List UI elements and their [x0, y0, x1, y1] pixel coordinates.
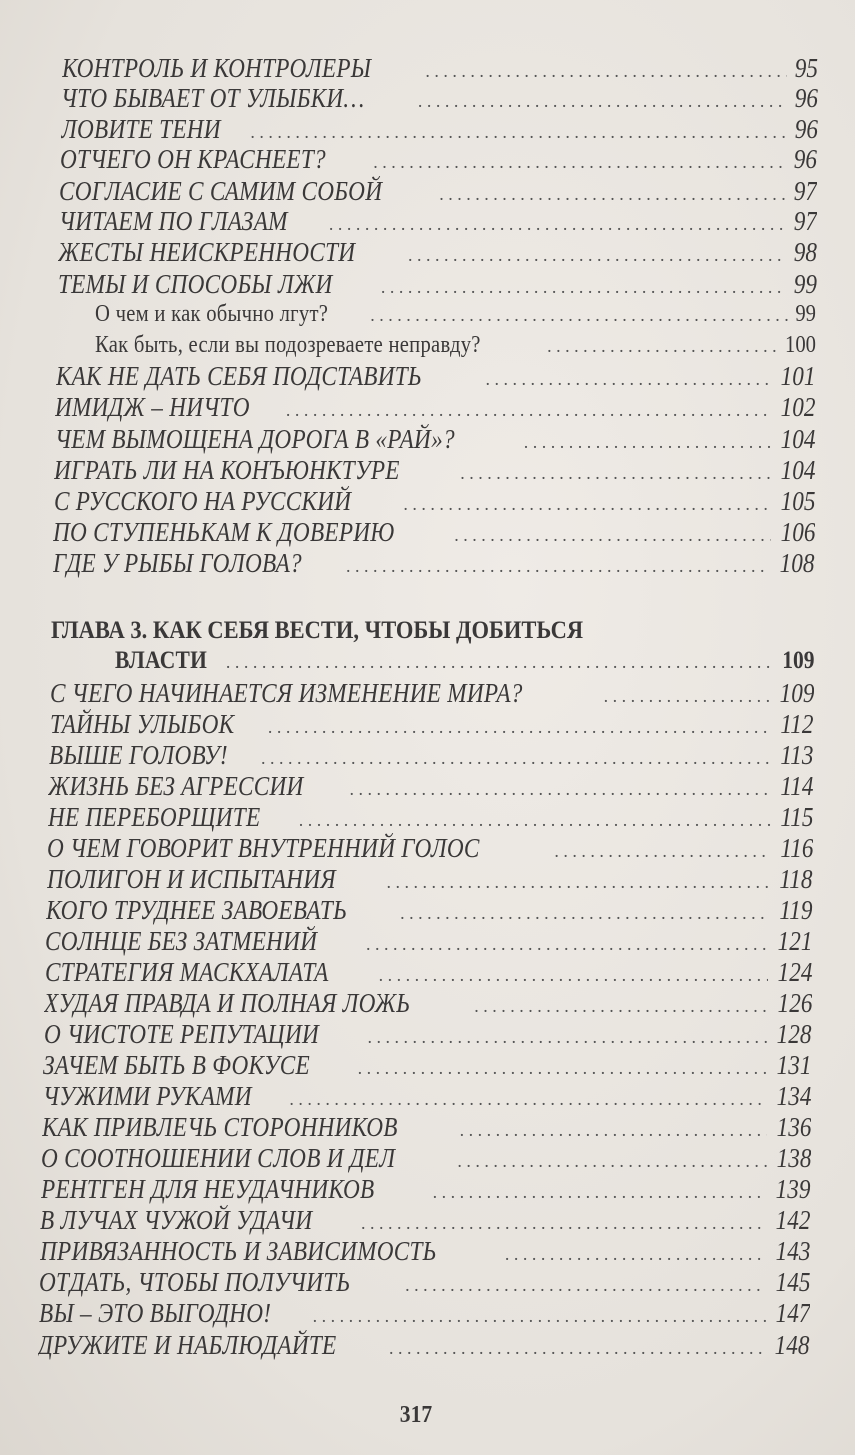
toc-entry-page: 131 — [776, 1050, 812, 1080]
toc-entry-title: ЛОВИТЕ ТЕНИ — [60, 114, 221, 144]
toc-entry — [44, 988, 812, 1021]
toc-entry-page: 109 — [781, 647, 815, 674]
toc-entry-page: 128 — [777, 1019, 812, 1049]
toc-entry-title: ЧЕМ ВЫМОЩЕНА ДОРОГА В «РАЙ»? — [54, 424, 455, 454]
page-number: 317 — [399, 1402, 433, 1428]
dot-leader — [460, 1115, 767, 1145]
toc-entry-title: ВЫ – ЭТО ВЫГОДНО! — [38, 1298, 271, 1328]
dot-leader — [485, 364, 771, 394]
toc-entry-page: 138 — [776, 1143, 812, 1173]
toc-entry-title: ИМИДЖ – НИЧТО — [55, 392, 251, 422]
dot-leader — [366, 929, 768, 959]
toc-entry — [39, 1267, 810, 1300]
toc-entry-page: 121 — [777, 926, 813, 956]
toc-entry-title: ПРИВЯЗАННОСТЬ И ЗАВИСИМОСТЬ — [39, 1236, 437, 1266]
toc-entry — [55, 392, 815, 425]
toc-entry-page: 126 — [777, 988, 813, 1018]
toc-entry-title: ВЛАСТИ — [114, 647, 207, 674]
toc-entry — [40, 1205, 810, 1238]
dot-leader — [505, 1239, 766, 1269]
dot-leader — [289, 1084, 767, 1114]
toc-entry — [47, 864, 813, 897]
toc-entry-page: 145 — [775, 1267, 811, 1297]
dot-leader — [389, 1333, 765, 1363]
toc-entry-page: 96 — [794, 144, 818, 174]
toc-entry-page: 143 — [775, 1236, 811, 1266]
toc-entry — [62, 53, 818, 86]
toc-entry-page: 116 — [779, 833, 814, 863]
dot-leader — [250, 117, 786, 147]
toc-entry — [59, 176, 817, 209]
toc-entry — [61, 83, 818, 116]
dot-leader — [268, 712, 772, 742]
toc-subentry — [95, 299, 816, 330]
toc-entry — [41, 1143, 811, 1176]
toc-subentry — [95, 330, 817, 361]
toc-entry-title: ЖЕСТЫ НЕИСКРЕННОСТИ — [58, 237, 356, 267]
toc-entry — [61, 114, 818, 147]
toc-entry-title: СОГЛАСИЕ С САМИМ СОБОЙ — [59, 176, 383, 206]
toc-entry — [45, 957, 812, 990]
toc-entry — [46, 895, 813, 928]
toc-entry-page: 97 — [793, 206, 817, 236]
dot-leader — [554, 836, 770, 866]
toc-entry — [49, 740, 814, 773]
toc-entry-title: ХУДАЯ ПРАВДА И ПОЛНАЯ ЛОЖЬ — [44, 988, 411, 1018]
toc-entry — [53, 517, 815, 550]
dot-leader — [524, 427, 771, 457]
toc-entry-title: КАК ПРИВЛЕЧЬ СТОРОННИКОВ — [42, 1112, 398, 1142]
toc-entry-page: 142 — [775, 1205, 811, 1235]
dot-leader — [400, 898, 770, 928]
toc-entry-page: 98 — [793, 237, 817, 267]
toc-entry-page: 134 — [776, 1081, 812, 1111]
toc-entry — [38, 1330, 810, 1363]
toc-entry-title: ЧУЖИМИ РУКАМИ — [42, 1081, 252, 1111]
dot-leader — [387, 867, 771, 897]
dot-leader — [381, 272, 786, 302]
dot-leader — [361, 1208, 766, 1238]
toc-entry-page: 119 — [779, 895, 813, 925]
dot-leader — [547, 331, 776, 361]
toc-entry — [54, 455, 815, 488]
toc-entry-title: ПОЛИГОН И ИСПЫТАНИЯ — [46, 864, 336, 894]
toc-entry-title: СТРАТЕГИЯ МАСКХАЛАТА — [44, 957, 329, 987]
toc-entry — [58, 237, 816, 270]
toc-entry-page: 104 — [780, 455, 816, 485]
dot-leader — [425, 56, 787, 86]
toc-entry-page: 147 — [775, 1298, 811, 1328]
toc-entry-page: 148 — [775, 1330, 810, 1360]
dot-leader — [454, 520, 770, 550]
dot-leader — [418, 86, 787, 116]
toc-entry — [44, 1019, 812, 1052]
dot-leader — [460, 458, 771, 488]
dot-leader — [368, 1022, 768, 1052]
toc-entry-title: ПО СТУПЕНЬКАМ К ДОВЕРИЮ — [53, 517, 395, 547]
toc-entry-title: ДРУЖИТЕ И НАБЛЮДАЙТЕ — [37, 1330, 337, 1360]
dot-leader — [329, 209, 786, 239]
toc-entry — [47, 833, 813, 866]
toc-entry-title: СОЛНЦЕ БЕЗ ЗАТМЕНИЙ — [45, 926, 318, 956]
toc-entry-title: ГДЕ У РЫБЫ ГОЛОВА? — [52, 548, 302, 578]
toc-entry-title: О ЧИСТОТЕ РЕПУТАЦИИ — [43, 1019, 319, 1049]
toc-entry-page: 108 — [779, 548, 815, 578]
dot-leader — [457, 1146, 766, 1176]
toc-entry-title: ВЫШЕ ГОЛОВУ! — [48, 740, 228, 770]
toc-entry-page: 99 — [795, 301, 817, 327]
toc-entry-title: ЖИЗНЬ БЕЗ АГРЕССИИ — [48, 771, 304, 801]
toc-entry — [50, 709, 814, 742]
dot-leader — [313, 1301, 766, 1331]
dot-leader — [474, 991, 767, 1021]
dot-leader — [286, 395, 771, 425]
toc-entry-title: В ЛУЧАХ ЧУЖОЙ УДАЧИ — [40, 1205, 313, 1235]
toc-entry-page: 96 — [794, 114, 818, 144]
dot-leader — [358, 1053, 768, 1083]
dot-leader — [408, 240, 786, 270]
dot-leader — [226, 647, 773, 677]
toc-entry-title: РЕНТГЕН ДЛЯ НЕУДАЧНИКОВ — [40, 1174, 375, 1204]
toc-entry-page: 97 — [793, 176, 818, 206]
dot-leader — [405, 1270, 766, 1300]
toc-entry-title: ИГРАТЬ ЛИ НА КОНЪЮНКТУРЕ — [54, 455, 400, 485]
toc-entry — [45, 926, 812, 959]
dot-leader — [433, 1177, 767, 1207]
toc-entry-page: 139 — [776, 1174, 811, 1204]
dot-leader — [439, 179, 786, 209]
toc-entry — [58, 269, 817, 302]
toc-entry-title: О ЧЕМ ГОВОРИТ ВНУТРЕННИЙ ГОЛОС — [47, 833, 480, 863]
toc-entry — [43, 1081, 812, 1114]
toc-entry-page: 109 — [779, 678, 815, 708]
toc-entry-title: КОНТРОЛЬ И КОНТРОЛЕРЫ — [61, 53, 371, 83]
toc-entry — [56, 361, 816, 394]
toc-chapter-entry — [115, 646, 815, 677]
toc-entry-title: С РУССКОГО НА РУССКИЙ — [53, 486, 351, 516]
toc-entry-page: 105 — [780, 486, 816, 516]
toc-entry-title: ТАЙНЫ УЛЫБОК — [49, 709, 234, 739]
dot-leader — [350, 774, 771, 804]
dot-leader — [299, 805, 771, 835]
toc-entry-title: О СООТНОШЕНИИ СЛОВ И ДЕЛ — [41, 1143, 396, 1173]
toc-entry-page: 113 — [780, 740, 814, 770]
toc-entry-title: КОГО ТРУДНЕЕ ЗАВОЕВАТЬ — [46, 895, 348, 925]
toc-entry-title: ОТДАТЬ, ЧТОБЫ ПОЛУЧИТЬ — [39, 1267, 351, 1297]
toc-entry-title: ТЕМЫ И СПОСОБЫ ЛЖИ — [57, 269, 333, 299]
toc-entry-page: 96 — [794, 83, 818, 113]
toc-entry-page: 106 — [780, 517, 816, 547]
toc-entry-page: 99 — [793, 269, 817, 299]
toc-entry-title: ОТЧЕГО ОН КРАСНЕЕТ? — [60, 144, 326, 174]
toc-entry — [39, 1298, 811, 1331]
toc-entry-title: КАК НЕ ДАТЬ СЕБЯ ПОДСТАВИТЬ — [55, 361, 422, 391]
toc-entry — [40, 1236, 811, 1269]
toc-entry-page: 115 — [780, 802, 814, 832]
toc-entry-title: ЧТО БЫВАЕТ ОТ УЛЫБКИ… — [61, 83, 365, 113]
toc-entry — [54, 486, 816, 519]
toc-entry — [55, 424, 816, 457]
toc-entry — [43, 1050, 812, 1083]
toc-entry-title: НЕ ПЕРЕБОРЩИТЕ — [47, 802, 261, 832]
dot-leader — [403, 489, 770, 519]
toc-entry-page: 136 — [776, 1112, 812, 1142]
toc-entry-page: 102 — [780, 392, 816, 422]
toc-entry — [53, 548, 815, 581]
toc-entry-page: 101 — [781, 361, 816, 391]
toc-entry-title: Как быть, если вы подозреваете неправду? — [94, 332, 481, 358]
dot-leader — [346, 551, 770, 581]
toc-entry-page: 114 — [780, 771, 814, 801]
toc-entry — [48, 771, 813, 804]
dot-leader — [604, 681, 770, 711]
toc-entry — [59, 206, 817, 239]
toc-entry-title: С ЧЕГО НАЧИНАЕТСЯ ИЗМЕНЕНИЕ МИРА? — [50, 678, 523, 708]
dot-leader — [370, 300, 788, 330]
dot-leader — [373, 147, 786, 177]
toc-entry-page: 124 — [777, 957, 813, 987]
toc-entry-page: 100 — [785, 332, 817, 358]
toc-entry-page: 104 — [780, 424, 816, 454]
toc-entry — [48, 802, 813, 835]
chapter-heading: ГЛАВА 3. КАК СЕБЯ ВЕСТИ, ЧТОБЫ ДОБИТЬСЯ — [51, 617, 584, 644]
toc-entry — [60, 144, 817, 177]
toc-entry-page: 95 — [794, 53, 818, 83]
toc-entry-title: О чем и как обычно лгут? — [95, 301, 329, 327]
toc-entry — [50, 678, 814, 711]
toc-entry — [42, 1112, 811, 1145]
toc-entry-page: 118 — [779, 864, 813, 894]
dot-leader — [379, 960, 768, 990]
toc-entry-title: ЧИТАЕМ ПО ГЛАЗАМ — [58, 206, 288, 236]
dot-leader — [261, 743, 771, 773]
toc-entry-title: ЗАЧЕМ БЫТЬ В ФОКУСЕ — [43, 1050, 311, 1080]
toc-entry — [41, 1174, 811, 1207]
toc-entry-page: 112 — [780, 709, 814, 739]
